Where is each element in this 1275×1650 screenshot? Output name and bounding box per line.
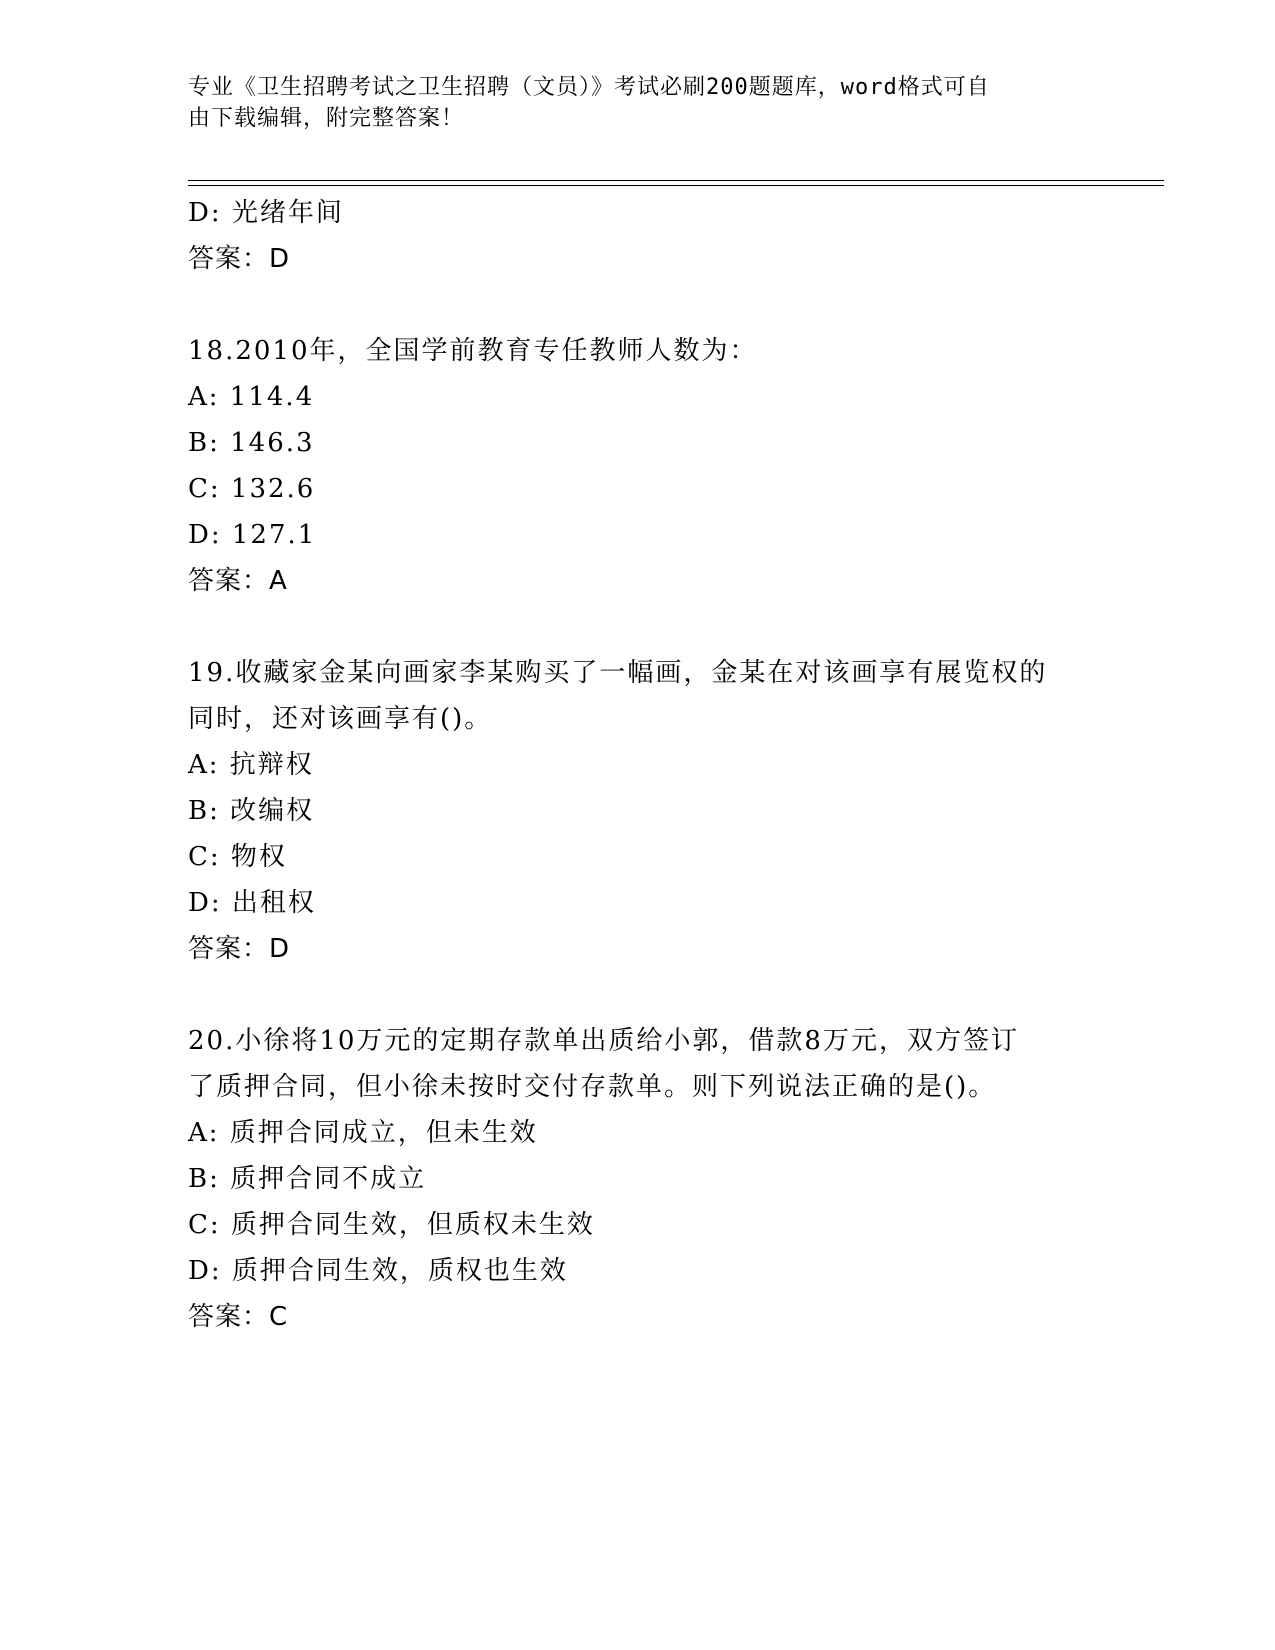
question-18 [188, 328, 1088, 604]
question-stem-line-2: 同时，还对该画享有()。 [188, 704, 493, 734]
question-stem-line-1: 19.收藏家金某向画家李某购买了一幅画，金某在对该画享有展览权的 [188, 658, 1048, 688]
option-c: C: 物权 [188, 842, 287, 872]
prev-question-option-d: D: 光绪年间 [188, 198, 344, 228]
question-20 [188, 1018, 1088, 1340]
header-divider-bottom [188, 185, 1164, 186]
spacer [188, 972, 1088, 1018]
question-list [188, 190, 1088, 1340]
answer: 答案：D [188, 934, 291, 964]
header-line-2: 由下载编辑，附完整答案！ [188, 106, 465, 131]
question-stem-line-2: 了质押合同，但小徐未按时交付存款单。则下列说法正确的是()。 [188, 1072, 997, 1102]
option-c: C: 132.6 [188, 474, 316, 504]
spacer [188, 282, 1088, 328]
option-b: B: 146.3 [188, 428, 315, 458]
option-a: A: 抗辩权 [188, 750, 314, 780]
question-stem: 18.2010年，全国学前教育专任教师人数为： [188, 336, 758, 366]
answer: 答案：A [188, 566, 288, 596]
option-b: B: 质押合同不成立 [188, 1164, 427, 1194]
option-d: D: 127.1 [188, 520, 317, 550]
question-stem-line-1: 20.小徐将10万元的定期存款单出质给小郭，借款8万元，双方签订 [188, 1026, 1019, 1056]
option-a: A: 质押合同成立，但未生效 [188, 1118, 538, 1148]
option-c: C: 质押合同生效，但质权未生效 [188, 1210, 595, 1240]
prev-question-answer: 答案：D [188, 244, 291, 274]
option-b: B: 改编权 [188, 796, 315, 826]
header-line-1: 专业《卫生招聘考试之卫生招聘（文员）》考试必刷200题题库，word格式可自 [188, 75, 990, 100]
option-a: A: 114.4 [188, 382, 315, 412]
spacer [188, 604, 1088, 650]
option-d: D: 出租权 [188, 888, 316, 918]
question-19 [188, 650, 1088, 972]
header-divider-top [188, 180, 1164, 181]
option-d: D: 质押合同生效，质权也生效 [188, 1256, 568, 1286]
document-header [188, 72, 1068, 134]
answer: 答案：C [188, 1302, 289, 1332]
